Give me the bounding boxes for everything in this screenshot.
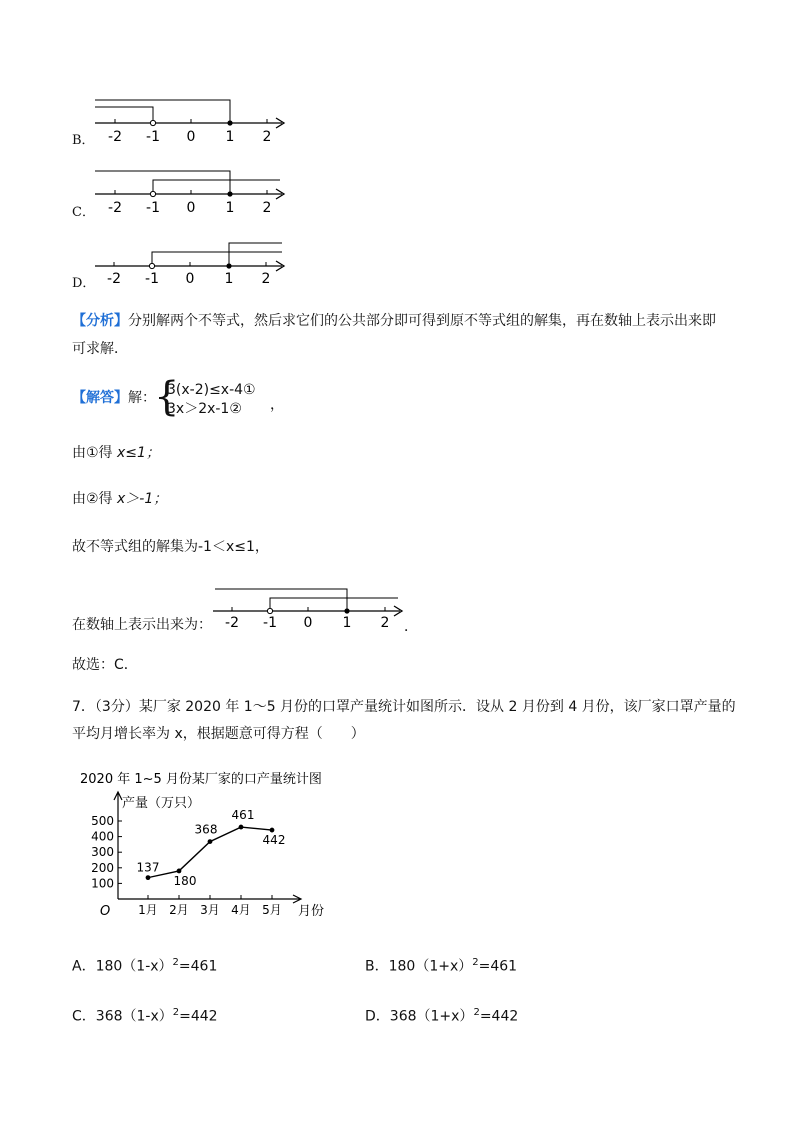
tick-label: 1	[225, 200, 235, 216]
tick-label: -1	[145, 271, 159, 287]
analysis-line-1	[72, 311, 716, 331]
tick-label: 2	[380, 615, 390, 631]
choice-d[interactable]	[365, 1003, 518, 1027]
option-d-number-line	[90, 237, 290, 287]
y-axis-label: 产量（万只）	[122, 796, 201, 811]
tick-label: 2	[262, 129, 272, 145]
question-7-line-2: 平均月增长率为 x，根据题意可得方程（ ）	[72, 726, 365, 742]
data-label: 137	[136, 860, 160, 875]
tick-label: -2	[108, 129, 122, 145]
data-point	[177, 869, 182, 874]
choice-body: 368（1+x）	[389, 1008, 474, 1025]
data-label: 180	[173, 873, 197, 888]
analysis-text-1: 分别解两个不等式，然后求它们的公共部分即可得到原不等式组的解集，再在数轴上表示出来即	[128, 313, 716, 329]
tick-label: 2	[261, 271, 271, 287]
tick-label: 0	[186, 129, 196, 145]
analysis-line-2: 可求解．	[72, 341, 128, 357]
choice-letter: C．	[72, 1008, 96, 1025]
y-tick-label: 500	[91, 814, 114, 828]
option-c-number-line	[90, 166, 290, 216]
x-tick-label: 1月	[138, 903, 158, 917]
tick-label: -2	[108, 200, 122, 216]
step-1-math: x≤1；	[117, 445, 160, 461]
choice-rhs: =461	[178, 958, 218, 975]
answer-number-line	[208, 583, 408, 633]
chart-title: 2020 年 1~5 月份某厂家的口产量统计图	[80, 772, 322, 787]
choice-body: 180（1-x）	[95, 958, 173, 975]
step-4-label: 在数轴上表示出来为：	[72, 617, 212, 633]
x-tick-label: 5月	[262, 903, 282, 917]
step-1	[72, 443, 160, 463]
tick-label: -1	[263, 615, 277, 631]
choice-rhs: =442	[479, 1008, 519, 1025]
answer-tag: 【解答】	[72, 390, 128, 406]
analysis-tag: 【分析】	[72, 313, 128, 329]
y-tick-label: 400	[91, 829, 114, 844]
choice-exponent: 2	[472, 957, 479, 968]
choice-body: 368（1-x）	[95, 1008, 173, 1025]
x-tick-label: 4月	[231, 903, 251, 917]
step-2	[72, 489, 167, 509]
choice-letter: D．	[365, 1008, 390, 1025]
y-tick-label: 100	[91, 876, 114, 891]
production-line-chart	[60, 765, 330, 925]
choice-exponent: 2	[473, 1007, 480, 1018]
y-tick-label: 200	[91, 860, 114, 875]
answer-label	[72, 388, 156, 408]
tick-label: -1	[146, 200, 160, 216]
choice-b[interactable]	[365, 953, 517, 977]
tick-label: 0	[185, 271, 195, 287]
tick-label: 0	[303, 615, 313, 631]
data-point	[146, 875, 151, 880]
step-2-prefix: 由②得	[72, 491, 118, 507]
step-4-end: ．	[404, 619, 418, 635]
origin-label: O	[100, 904, 111, 919]
question-7-line-1: 7．（3分）某厂家 2020 年 1～5 月份的口罩产量统计如图所示．设从 2 月份到 4 月份，该厂家口罩产量的	[72, 699, 736, 715]
data-label: 461	[231, 808, 255, 823]
tick-label: 2	[262, 200, 272, 216]
option-c-letter: C．	[72, 205, 95, 220]
step-2-math: x＞-1；	[117, 491, 168, 507]
choice-rhs: =442	[179, 1008, 218, 1025]
y-tick-label: 300	[91, 845, 114, 860]
data-point	[208, 839, 213, 844]
option-b-letter: B．	[72, 133, 95, 148]
tick-label: 1	[342, 615, 352, 631]
choice-exponent: 2	[172, 1007, 180, 1018]
tick-label: 1	[224, 271, 234, 287]
choice-a[interactable]	[72, 953, 217, 977]
tick-label: -2	[225, 615, 239, 631]
x-axis-label: 月份	[298, 904, 325, 919]
option-d-letter: D．	[72, 276, 96, 291]
chart-axes	[91, 792, 324, 919]
choice-letter: B．	[365, 958, 389, 975]
choose-answer: 故选：C．	[72, 657, 138, 673]
data-point	[270, 828, 275, 833]
tick-label: -2	[107, 271, 121, 287]
choice-c[interactable]	[72, 1003, 218, 1027]
step-3: 故不等式组的解集为-1＜x≤1，	[72, 539, 269, 555]
choice-rhs: =461	[478, 958, 518, 975]
option-b-number-line	[90, 95, 290, 145]
step-1-prefix: 由①得	[72, 445, 118, 461]
system-eq-1: 3(x-2)≤x-4①	[167, 382, 256, 398]
choice-body: 180（1+x）	[388, 958, 473, 975]
x-tick-label: 3月	[200, 903, 220, 917]
choice-exponent: 2	[172, 957, 179, 968]
chart-marks	[137, 808, 286, 888]
choice-letter: A．	[72, 958, 96, 975]
x-tick-label: 2月	[169, 903, 189, 917]
tick-label: 0	[186, 200, 196, 216]
data-label: 442	[262, 833, 286, 848]
tick-label: -1	[146, 129, 160, 145]
tick-label: 1	[225, 129, 235, 145]
system-comma: ，	[270, 397, 284, 413]
system-eq-2: 3x＞2x-1②	[167, 401, 242, 417]
data-point	[239, 825, 244, 830]
answer-jie: 解：	[128, 390, 156, 406]
data-label: 368	[194, 822, 218, 837]
system-brace: {	[154, 374, 180, 420]
